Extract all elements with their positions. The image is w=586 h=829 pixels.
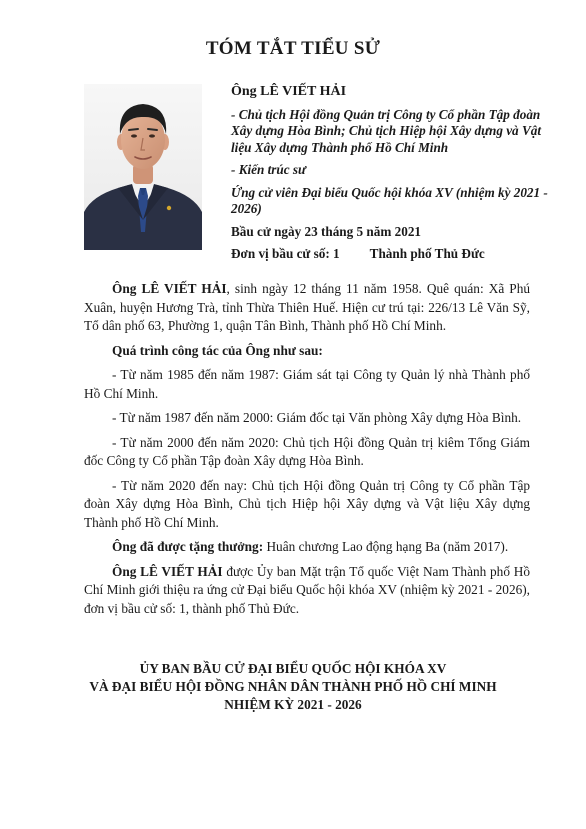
- electoral-unit-label: Đơn vị bầu cử số: 1: [231, 246, 340, 261]
- candidate-position: - Chủ tịch Hội đồng Quản trị Công ty Cổ phần Tập đoàn Xây dựng Hòa Bình; Chủ tịch Hiệp hội Xây dựng và Vật liệu Xây dựng Thành phố Hồ Chí Minh: [231, 106, 542, 155]
- candidate-profession: - Kiến trúc sư: [231, 162, 306, 177]
- career-item: - Từ năm 1985 đến năm 1987: Giám sát tại Công ty Quản lý nhà Thành phố Hồ Chí Minh.: [84, 367, 530, 401]
- award-text: Huân chương Lao động hạng Ba (năm 2017).: [263, 539, 509, 554]
- award-paragraph: [84, 538, 530, 557]
- award-label: Ông đã được tặng thưởng:: [112, 539, 264, 554]
- intro-paragraph: [84, 280, 530, 336]
- career-item: - Từ năm 2000 đến năm 2020: Chủ tịch Hội đồng Quản trị kiêm Tổng Giám đốc Công ty Cổ phần Tập đoàn Xây dựng Hòa Bình.: [84, 434, 530, 468]
- document-title: TÓM TẮT TIỂU SỬ: [205, 38, 381, 59]
- candidate-header: [231, 84, 551, 263]
- election-committee-signature: [0, 660, 586, 714]
- nomination-name: Ông LÊ VIẾT HẢI: [112, 563, 223, 579]
- footer-line-3: NHIỆM KỲ 2021 - 2026: [224, 697, 362, 712]
- electoral-unit-city: Thành phố Thủ Đức: [369, 246, 485, 261]
- footer-line-2: VÀ ĐẠI BIỂU HỘI ĐỒNG NHÂN DÂN THÀNH PHỐ HỒ CHÍ MINH: [89, 679, 497, 694]
- nomination-paragraph: [84, 563, 530, 619]
- nomination-text: được Ủy ban Mặt trận Tổ quốc Việt Nam Thành phố Hồ Chí Minh giới thiệu ra ứng cử Đại biểu Quốc hội khóa XV (nhiệm kỳ 2021 - 2026), đơn vị bầu cử số: 1, thành phố Thủ Đức.: [84, 563, 530, 616]
- career-item: - Từ năm 1987 đến năm 2000: Giám đốc tại Văn phòng Xây dựng Hòa Bình.: [112, 410, 522, 425]
- career-item: - Từ năm 2020 đến nay: Chủ tịch Hội đồng Quản trị Công ty Cổ phần Tập đoàn Xây dựng Hòa Bình, Chủ tịch Hiệp hội Xây dựng và Vật liệu Xây dựng Thành phố Hồ Chí Minh.: [84, 477, 530, 530]
- candidate-name: Ông LÊ VIẾT HẢI: [231, 84, 347, 99]
- intro-text: , sinh ngày 12 tháng 11 năm 1958. Quê quán: Xã Phú Xuân, huyện Hương Trà, tỉnh Thừa Thiên Huế. Hiện cư trú tại: 226/13 Lê Văn Sỹ, Tổ dân phố 63, Phường 1, quận Tân Bình, Thành phố Hồ Chí Minh.: [84, 281, 530, 333]
- election-date: Bầu cử ngày 23 tháng 5 năm 2021: [231, 223, 422, 239]
- candidate-candidacy: Ứng cử viên Đại biểu Quốc hội khóa XV (nhiệm kỳ 2021 - 2026): [231, 184, 548, 216]
- intro-name: Ông LÊ VIẾT HẢI: [112, 281, 227, 296]
- biography-body: [84, 280, 530, 624]
- candidate-portrait-photo: [84, 84, 202, 250]
- career-heading: Quá trình công tác của Ông như sau:: [112, 342, 323, 358]
- electoral-unit: [231, 246, 551, 263]
- footer-line-1: ỦY BAN BẦU CỬ ĐẠI BIỂU QUỐC HỘI KHÓA XV: [139, 661, 447, 676]
